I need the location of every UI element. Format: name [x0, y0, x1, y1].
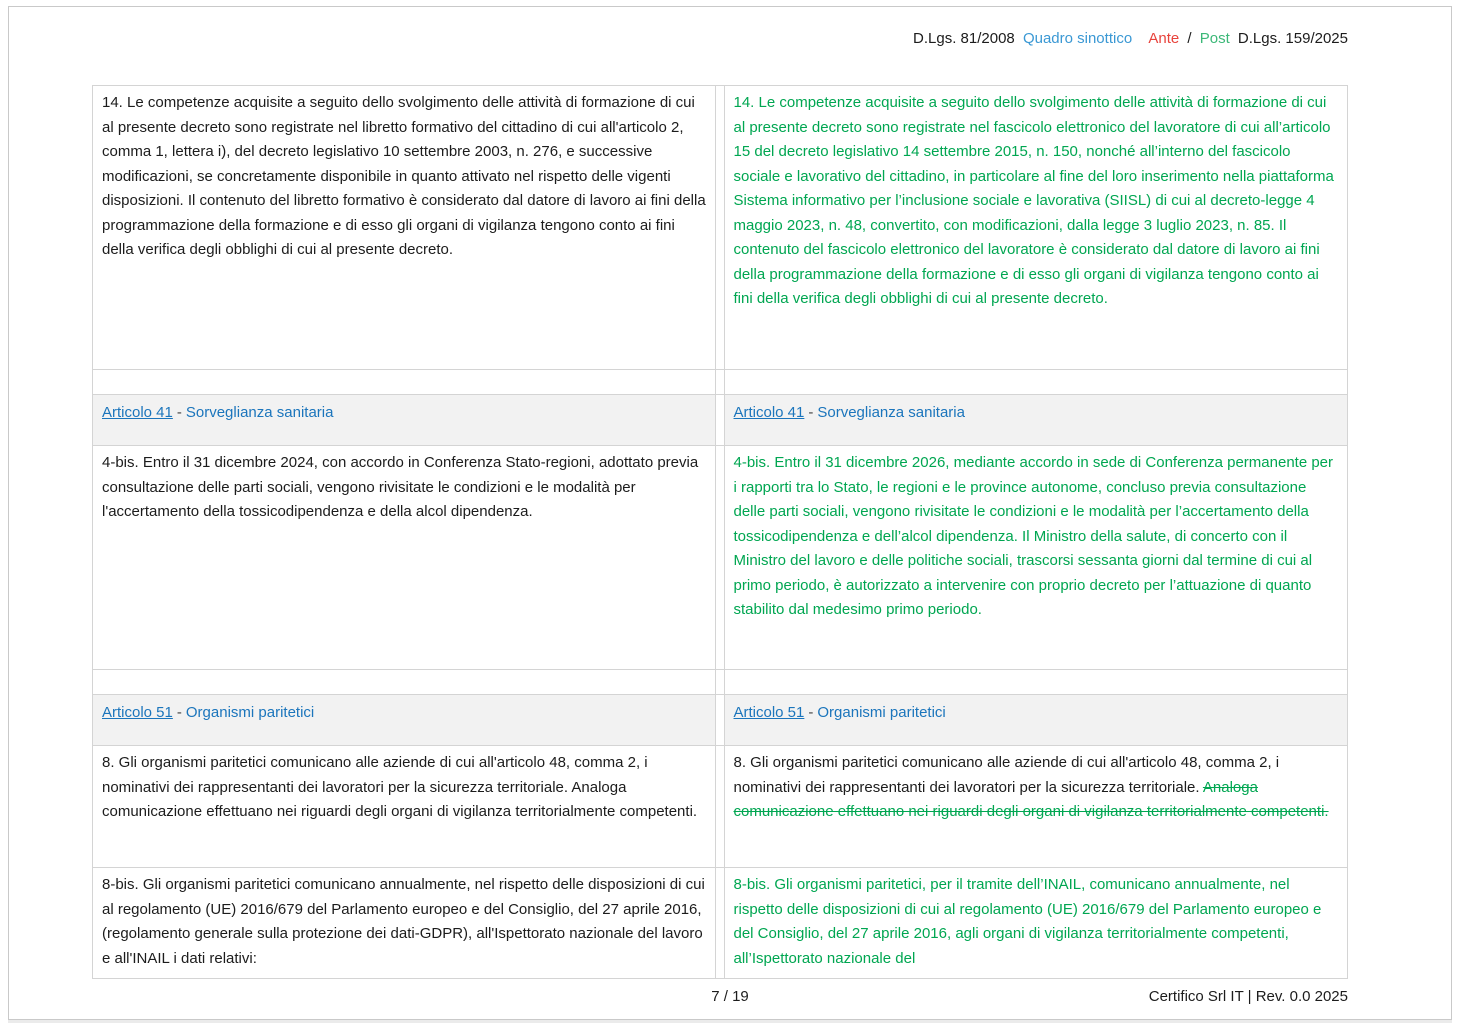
article-51-post-cell	[724, 695, 1348, 746]
column-gap	[716, 86, 724, 370]
ante-cell-comma-14: 14. Le competenze acquisite a seguito dello svolgimento delle attività di formazione di cui al presente decreto sono registrate nel libretto formativo del cittadino di cui all'articolo 2, comma 1, lettera i), del decreto legislativo 10 settembre 2003, n. 276, e successive modificazioni, se concretamente disponibile in quanto attivato nel rispetto delle vigenti disposizioni. Il contenuto del libretto formativo è considerato dal datore di lavoro ai fini della programmazione della formazione e di esso gli organi di vigilanza tengono conto ai fini della verifica degli obblighi di cui al presente decreto.	[93, 86, 716, 370]
article-dash: -	[808, 704, 814, 721]
spacer-cell	[724, 670, 1348, 695]
ante-cell-comma-8: 8. Gli organismi paritetici comunicano alle aziende di cui all'articolo 48, comma 2, i nominativi dei rappresentanti dei lavoratori per la sicurezza territoriale. Analoga comunicazione effettuano nei riguardi degli organi di vigilanza territorialmente competenti.	[93, 746, 716, 868]
article-51-title: Organismi paritetici	[185, 704, 315, 721]
table-row	[93, 446, 1348, 670]
spacer-cell	[724, 370, 1348, 395]
article-dash: -	[808, 404, 814, 421]
article-51-link[interactable]: Articolo 51	[733, 704, 805, 721]
ante-label: Ante	[1148, 30, 1180, 47]
doc-title-left: D.Lgs. 81/2008	[913, 30, 1015, 47]
column-gap	[716, 370, 724, 395]
post-cell-4bis: 4-bis. Entro il 31 dicembre 2026, mediante accordo in sede di Conferenza permanente per i rapporti tra lo Stato, le regioni e le province autonome, concluso previa consultazione delle parti sociali, vengono rivisitate le condizioni e le modalità per l’accertamento della tossicodipendenza e dell’alcol dipendenza. Il Ministro della salute, di concerto con il Ministro del lavoro e delle politiche sociali, trascorsi sessanta giorni dal termine di cui al primo periodo, è autorizzato a intervenire con proprio decreto per l’attuazione di quanto stabilito dal medesimo primo periodo.	[724, 446, 1348, 670]
article-41-link[interactable]: Articolo 41	[733, 404, 805, 421]
ante-post-separator: /	[1187, 30, 1192, 47]
doc-title-right: D.Lgs. 159/2025	[1237, 30, 1348, 47]
footer-brand: Certifico Srl IT | Rev. 0.0 2025	[1148, 988, 1348, 1005]
table-row	[93, 746, 1348, 868]
column-gap	[716, 746, 724, 868]
article-header-row	[93, 695, 1348, 746]
post-unchanged-text: 8. Gli organismi paritetici comunicano alle aziende di cui all'articolo 48, comma 2, i nominativi dei rappresentanti dei lavoratori per la sicurezza territoriale.	[733, 754, 1280, 796]
article-51-link[interactable]: Articolo 51	[102, 704, 173, 721]
article-51-ante-cell	[93, 695, 716, 746]
column-gap	[716, 446, 724, 670]
column-gap	[716, 395, 724, 446]
article-41-title: Sorveglianza sanitaria	[185, 404, 334, 421]
article-41-ante-cell	[93, 395, 716, 446]
post-cell-8bis: 8-bis. Gli organismi paritetici, per il tramite dell’INAIL, comunicano annualmente, nel rispetto delle disposizioni di cui al regolamento (UE) 2016/679 del Parlamento europeo e del Consiglio, del 27 aprile 2016, agli organi di vigilanza territorialmente competenti, all’Ispettorato nazionale del	[724, 868, 1348, 979]
comparison-table	[92, 85, 1348, 979]
article-dash: -	[176, 704, 182, 721]
article-41-post-cell	[724, 395, 1348, 446]
header-bar	[909, 30, 1348, 47]
article-dash: -	[176, 404, 182, 421]
spacer-row	[93, 370, 1348, 395]
column-gap	[716, 695, 724, 746]
article-51-title: Organismi paritetici	[817, 704, 946, 721]
post-label: Post	[1199, 30, 1230, 47]
post-cell-comma-14: 14. Le competenze acquisite a seguito dello svolgimento delle attività di formazione di cui al presente decreto sono registrate nel fascicolo elettronico del lavoratore di cui all’articolo 15 del decreto legislativo 14 settembre 2015, n. 150, nonché all’interno del fascicolo sociale e lavorativo del cittadino, in particolare al fine del loro inserimento nella piattaforma Sistema informativo per l’inclusione sociale e lavorativa (SIISL) di cui al decreto-legge 4 maggio 2023, n. 48, convertito, con modificazioni, dalla legge 3 luglio 2023, n. 85. Il contenuto del fascicolo elettronico del lavoratore è considerato dal datore di lavoro ai fini della programmazione della formazione e di esso gli organi di vigilanza tengono conto ai fini della verifica degli obblighi di cui al presente decreto.	[724, 86, 1348, 370]
spacer-cell	[93, 670, 716, 695]
table-row	[93, 868, 1348, 979]
post-cell-comma-8	[724, 746, 1348, 868]
view-label: Quadro sinottico	[1022, 30, 1133, 47]
spacer-row	[93, 670, 1348, 695]
post-struck-text: Analoga comunicazione effettuano nei riguardi degli organi di vigilanza territorialmente competenti.	[733, 778, 1329, 820]
spacer-cell	[93, 370, 716, 395]
article-41-link[interactable]: Articolo 41	[102, 404, 173, 421]
column-gap	[716, 868, 724, 979]
ante-cell-4bis: 4-bis. Entro il 31 dicembre 2024, con accordo in Conferenza Stato-regioni, adottato previa consultazione delle parti sociali, vengono rivisitate le condizioni e le modalità per l'accertamento della tossicodipendenza e della alcol dipendenza.	[93, 446, 716, 670]
footer-page-number: 7 / 19	[711, 988, 749, 1005]
article-header-row	[93, 395, 1348, 446]
column-gap	[716, 670, 724, 695]
table-row	[93, 86, 1348, 370]
ante-cell-8bis: 8-bis. Gli organismi paritetici comunicano annualmente, nel rispetto delle disposizioni di cui al regolamento (UE) 2016/679 del Parlamento europeo e del Consiglio, del 27 aprile 2016, (regolamento generale sulla protezione dei dati-GDPR), all'Ispettorato nazionale del lavoro e all'INAIL i dati relativi:	[93, 868, 716, 979]
article-41-title: Sorveglianza sanitaria	[817, 404, 965, 421]
